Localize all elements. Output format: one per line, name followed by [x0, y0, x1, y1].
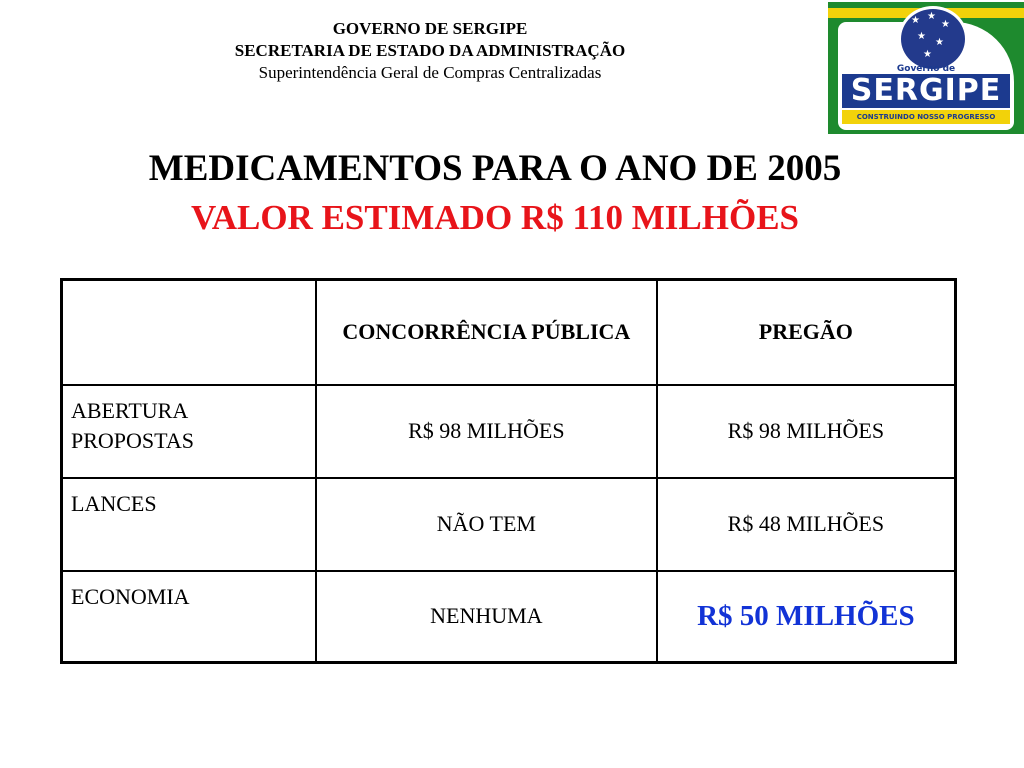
- row-label-lances: LANCES: [62, 478, 316, 571]
- cell-economia-concorrencia: NENHUMA: [316, 571, 657, 663]
- logo-star-icon: ★: [935, 37, 944, 48]
- header-line-secretaria: SECRETARIA DE ESTADO DA ADMINISTRAÇÃO: [234, 41, 626, 60]
- row-label-economia: ECONOMIA: [62, 571, 316, 663]
- header-block: [150, 18, 710, 84]
- logo-star-icon: ★: [923, 49, 932, 60]
- logo-star-icon: ★: [927, 11, 936, 22]
- comparison-table: [60, 278, 957, 664]
- cell-abertura-concorrencia: R$ 98 MILHÕES: [316, 385, 657, 478]
- cell-abertura-pregao: R$ 98 MILHÕES: [657, 385, 956, 478]
- header-cell-concorrencia: CONCORRÊNCIA PÚBLICA: [316, 280, 657, 385]
- logo-globe-icon: [898, 6, 968, 72]
- governo-sergipe-logo: [828, 2, 1024, 134]
- table-row: [62, 478, 956, 571]
- page-title: MEDICAMENTOS PARA O ANO DE 2005: [148, 148, 842, 189]
- header-line-governo: GOVERNO DE SERGIPE: [332, 19, 528, 38]
- header-line-superintendencia: Superintendência Geral de Compras Centralizadas: [258, 63, 602, 82]
- logo-star-icon: ★: [911, 15, 920, 26]
- logo-star-icon: ★: [917, 31, 926, 42]
- page-subtitle: VALOR ESTIMADO R$ 110 MILHÕES: [190, 198, 800, 237]
- logo-brand: SERGIPE: [842, 74, 1010, 108]
- logo-star-icon: ★: [941, 19, 950, 30]
- logo-tagline: CONSTRUINDO NOSSO PROGRESSO: [842, 110, 1010, 124]
- table-row: [62, 385, 956, 478]
- row-label-abertura: ABERTURA PROPOSTAS: [62, 385, 316, 478]
- logo-label-top: Governo de: [896, 64, 956, 74]
- cell-economia-pregao-highlight: R$ 50 MILHÕES: [657, 571, 956, 663]
- cell-lances-concorrencia: NÃO TEM: [316, 478, 657, 571]
- header-cell-pregao: PREGÃO: [657, 280, 956, 385]
- cell-lances-pregao: R$ 48 MILHÕES: [657, 478, 956, 571]
- table-header-row: [62, 280, 956, 385]
- header-cell-empty: [62, 280, 316, 385]
- table-row: [62, 571, 956, 663]
